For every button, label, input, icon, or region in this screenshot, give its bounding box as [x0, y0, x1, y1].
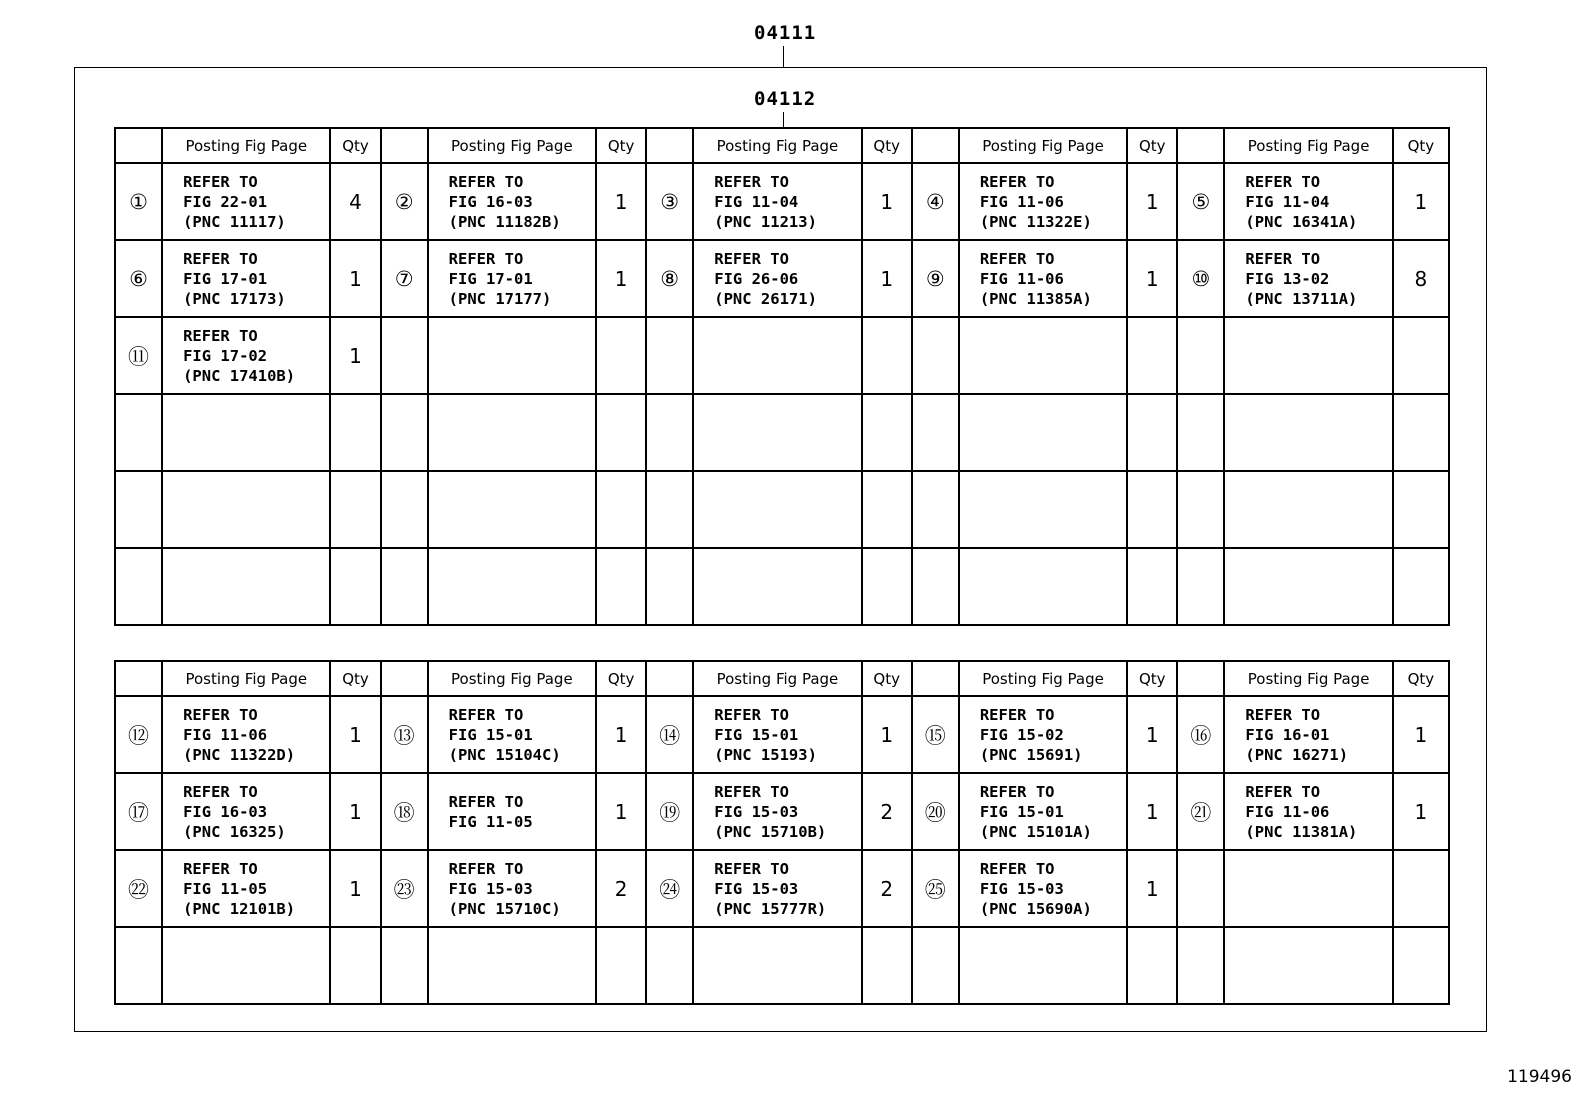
posting-reference — [428, 317, 596, 394]
header-cell-qty: Qty — [862, 661, 912, 696]
quantity — [330, 394, 380, 471]
item-number — [646, 394, 693, 471]
quantity: 1 — [862, 163, 912, 240]
quantity — [1127, 548, 1177, 625]
reference-line: FIG 15-02 — [979, 725, 1064, 744]
reference-line: REFER TO — [1245, 249, 1321, 268]
quantity — [862, 471, 912, 548]
reference-line: REFER TO — [448, 859, 524, 878]
quantity — [330, 548, 380, 625]
quantity: 1 — [596, 696, 646, 773]
reference-line: (PNC 15777R) — [714, 899, 827, 918]
header-cell-qty: Qty — [596, 661, 646, 696]
quantity — [1393, 317, 1449, 394]
table-row — [115, 548, 1449, 625]
header-cell-number — [1177, 128, 1224, 163]
posting-reference — [693, 163, 861, 240]
item-number — [912, 548, 959, 625]
item-number: ⑨ — [912, 240, 959, 317]
posting-reference — [693, 773, 861, 850]
table-row — [115, 773, 1449, 850]
reference-line: FIG 17-01 — [448, 269, 533, 288]
reference-line: FIG 11-04 — [1245, 192, 1330, 211]
quantity: 2 — [862, 850, 912, 927]
parts-reference-table-1 — [114, 127, 1450, 626]
header-row — [115, 128, 1449, 163]
posting-reference — [959, 696, 1127, 773]
item-number — [1177, 850, 1224, 927]
item-number — [646, 548, 693, 625]
item-number — [381, 394, 428, 471]
posting-reference — [1224, 548, 1392, 625]
item-number — [381, 471, 428, 548]
quantity: 1 — [330, 317, 380, 394]
header-cell-posting: Posting Fig Page — [693, 661, 861, 696]
posting-reference — [1224, 773, 1392, 850]
reference-line: FIG 15-03 — [448, 879, 533, 898]
posting-reference — [428, 394, 596, 471]
item-number: ⑱ — [381, 773, 428, 850]
reference-line: FIG 26-06 — [714, 269, 799, 288]
posting-reference — [959, 240, 1127, 317]
reference-line: (PNC 15193) — [714, 745, 817, 764]
illustration-number: 119496 — [1507, 1067, 1572, 1087]
reference-line: FIG 11-06 — [979, 192, 1064, 211]
quantity — [596, 394, 646, 471]
reference-line: REFER TO — [448, 249, 524, 268]
item-number: ⑦ — [381, 240, 428, 317]
posting-reference — [428, 850, 596, 927]
quantity — [862, 927, 912, 1004]
item-number — [381, 927, 428, 1004]
header-cell-number — [646, 128, 693, 163]
quantity — [596, 548, 646, 625]
reference-line: (PNC 13711A) — [1245, 289, 1358, 308]
posting-reference — [1224, 696, 1392, 773]
header-cell-posting: Posting Fig Page — [428, 128, 596, 163]
quantity: 1 — [862, 240, 912, 317]
reference-line: (PNC 11381A) — [1245, 822, 1358, 841]
header-cell-posting: Posting Fig Page — [1224, 128, 1392, 163]
reference-line: (PNC 11385A) — [979, 289, 1092, 308]
reference-line: FIG 11-04 — [714, 192, 799, 211]
reference-line: (PNC 16341A) — [1245, 212, 1358, 231]
posting-reference — [1224, 927, 1392, 1004]
reference-line: FIG 15-01 — [448, 725, 533, 744]
posting-reference — [162, 548, 330, 625]
posting-reference — [959, 773, 1127, 850]
table-row — [115, 471, 1449, 548]
reference-line: REFER TO — [1245, 705, 1321, 724]
posting-reference — [428, 927, 596, 1004]
quantity — [596, 471, 646, 548]
reference-line: REFER TO — [714, 249, 789, 268]
posting-reference — [428, 773, 596, 850]
posting-reference — [162, 773, 330, 850]
posting-reference — [959, 317, 1127, 394]
quantity: 1 — [330, 850, 380, 927]
reference-line: (PNC 15101A) — [979, 822, 1092, 841]
reference-line: (PNC 15710B) — [714, 822, 827, 841]
posting-reference — [1224, 317, 1392, 394]
reference-line: (PNC 15104C) — [448, 745, 561, 764]
table-row — [115, 317, 1449, 394]
reference-line: REFER TO — [448, 792, 524, 811]
item-number — [912, 317, 959, 394]
quantity — [1393, 471, 1449, 548]
posting-reference — [428, 548, 596, 625]
quantity: 1 — [862, 696, 912, 773]
item-number: ⑥ — [115, 240, 162, 317]
quantity: 1 — [330, 696, 380, 773]
item-number: ⑮ — [912, 696, 959, 773]
table-row — [115, 850, 1449, 927]
item-number — [115, 927, 162, 1004]
header-cell-qty: Qty — [330, 128, 380, 163]
quantity: 1 — [1127, 696, 1177, 773]
item-number: ③ — [646, 163, 693, 240]
reference-line: REFER TO — [183, 859, 258, 878]
reference-line: REFER TO — [448, 172, 524, 191]
posting-reference — [428, 696, 596, 773]
reference-line: FIG 15-03 — [714, 802, 799, 821]
reference-line: REFER TO — [183, 326, 258, 345]
header-cell-posting: Posting Fig Page — [1224, 661, 1392, 696]
quantity — [1127, 471, 1177, 548]
posting-reference — [693, 471, 861, 548]
posting-reference — [162, 696, 330, 773]
reference-line: FIG 22-01 — [183, 192, 268, 211]
reference-line: REFER TO — [979, 705, 1055, 724]
table-row — [115, 163, 1449, 240]
quantity — [596, 317, 646, 394]
item-number: ⑭ — [646, 696, 693, 773]
reference-line: REFER TO — [183, 249, 258, 268]
item-number — [912, 394, 959, 471]
reference-line: (PNC 17177) — [448, 289, 552, 308]
item-number — [115, 548, 162, 625]
header-cell-number — [912, 661, 959, 696]
item-number — [1177, 471, 1224, 548]
quantity — [1127, 317, 1177, 394]
posting-reference — [162, 394, 330, 471]
posting-reference — [162, 850, 330, 927]
reference-line: REFER TO — [714, 859, 789, 878]
reference-line: REFER TO — [183, 705, 258, 724]
item-number — [646, 317, 693, 394]
quantity — [1393, 394, 1449, 471]
quantity — [862, 548, 912, 625]
reference-line: (PNC 11322D) — [183, 745, 296, 764]
reference-line: (PNC 17410B) — [183, 366, 296, 385]
reference-line: (PNC 26171) — [714, 289, 817, 308]
header-row — [115, 661, 1449, 696]
reference-line: REFER TO — [714, 172, 789, 191]
posting-reference — [693, 317, 861, 394]
header-cell-qty: Qty — [862, 128, 912, 163]
parts-reference-table-2 — [114, 660, 1450, 1005]
reference-line: REFER TO — [1245, 172, 1321, 191]
assembly-label-inner: 04112 — [754, 88, 817, 110]
posting-reference — [693, 927, 861, 1004]
reference-line: FIG 11-05 — [448, 812, 533, 831]
item-number — [115, 394, 162, 471]
quantity: 2 — [596, 850, 646, 927]
reference-line: REFER TO — [183, 782, 258, 801]
item-number: ㉕ — [912, 850, 959, 927]
header-cell-qty: Qty — [1127, 128, 1177, 163]
quantity: 1 — [1127, 850, 1177, 927]
reference-line: (PNC 16271) — [1245, 745, 1349, 764]
item-number: ㉒ — [115, 850, 162, 927]
reference-line: FIG 11-06 — [183, 725, 268, 744]
quantity: 1 — [330, 773, 380, 850]
reference-line: FIG 11-06 — [1245, 802, 1330, 821]
table-row — [115, 394, 1449, 471]
quantity — [1393, 548, 1449, 625]
header-cell-number — [115, 661, 162, 696]
item-number — [912, 471, 959, 548]
posting-reference — [162, 240, 330, 317]
reference-line: (PNC 11213) — [714, 212, 817, 231]
reference-line: FIG 17-01 — [183, 269, 268, 288]
quantity: 1 — [330, 240, 380, 317]
reference-line: REFER TO — [979, 172, 1055, 191]
header-cell-number — [912, 128, 959, 163]
item-number — [1177, 317, 1224, 394]
posting-reference — [1224, 394, 1392, 471]
header-cell-number — [115, 128, 162, 163]
reference-line: (PNC 11117) — [183, 212, 286, 231]
posting-reference — [693, 548, 861, 625]
assembly-label-outer: 04111 — [754, 22, 817, 44]
reference-line: (PNC 15710C) — [448, 899, 561, 918]
quantity: 1 — [1127, 773, 1177, 850]
quantity — [1393, 850, 1449, 927]
reference-line: (PNC 12101B) — [183, 899, 296, 918]
header-cell-qty: Qty — [1393, 128, 1449, 163]
reference-line: FIG 11-05 — [183, 879, 268, 898]
posting-reference — [693, 696, 861, 773]
item-number — [1177, 394, 1224, 471]
reference-line: FIG 15-03 — [979, 879, 1064, 898]
item-number — [912, 927, 959, 1004]
reference-line: REFER TO — [183, 172, 258, 191]
quantity: 1 — [1127, 240, 1177, 317]
reference-line: FIG 16-03 — [183, 802, 268, 821]
quantity: 2 — [862, 773, 912, 850]
header-cell-number — [646, 661, 693, 696]
posting-reference — [162, 317, 330, 394]
item-number: ② — [381, 163, 428, 240]
item-number: ⑲ — [646, 773, 693, 850]
posting-reference — [959, 850, 1127, 927]
reference-line: REFER TO — [979, 859, 1055, 878]
reference-line: FIG 16-03 — [448, 192, 533, 211]
item-number: ㉑ — [1177, 773, 1224, 850]
item-number — [381, 548, 428, 625]
reference-line: REFER TO — [1245, 782, 1321, 801]
posting-reference — [162, 927, 330, 1004]
quantity: 1 — [596, 163, 646, 240]
quantity — [1127, 927, 1177, 1004]
header-cell-qty: Qty — [596, 128, 646, 163]
reference-line: REFER TO — [714, 782, 789, 801]
quantity: 1 — [596, 773, 646, 850]
posting-reference — [1224, 240, 1392, 317]
item-number: ⑧ — [646, 240, 693, 317]
quantity: 1 — [1127, 163, 1177, 240]
posting-reference — [959, 471, 1127, 548]
posting-reference — [959, 394, 1127, 471]
leader-line-inner — [783, 112, 784, 127]
quantity: 1 — [1393, 696, 1449, 773]
reference-line: FIG 15-03 — [714, 879, 799, 898]
item-number: ⑫ — [115, 696, 162, 773]
header-cell-number — [381, 661, 428, 696]
reference-line: FIG 11-06 — [979, 269, 1064, 288]
header-cell-number — [1177, 661, 1224, 696]
reference-line: FIG 13-02 — [1245, 269, 1330, 288]
item-number: ⑰ — [115, 773, 162, 850]
item-number — [115, 471, 162, 548]
quantity: 1 — [1393, 163, 1449, 240]
posting-reference — [959, 927, 1127, 1004]
item-number: ⑯ — [1177, 696, 1224, 773]
item-number: ⑪ — [115, 317, 162, 394]
table-row — [115, 927, 1449, 1004]
reference-line: (PNC 15690A) — [979, 899, 1092, 918]
reference-line: REFER TO — [448, 705, 524, 724]
reference-line: (PNC 11182B) — [448, 212, 561, 231]
reference-line: (PNC 17173) — [183, 289, 286, 308]
quantity: 8 — [1393, 240, 1449, 317]
item-number — [646, 471, 693, 548]
item-number: ㉔ — [646, 850, 693, 927]
header-cell-posting: Posting Fig Page — [162, 661, 330, 696]
header-cell-posting: Posting Fig Page — [162, 128, 330, 163]
quantity: 4 — [330, 163, 380, 240]
posting-reference — [693, 850, 861, 927]
posting-reference — [428, 240, 596, 317]
posting-reference — [959, 163, 1127, 240]
quantity — [330, 471, 380, 548]
posting-reference — [162, 163, 330, 240]
reference-line: (PNC 16325) — [183, 822, 286, 841]
header-cell-posting: Posting Fig Page — [693, 128, 861, 163]
reference-line: FIG 15-01 — [714, 725, 799, 744]
posting-reference — [162, 471, 330, 548]
table-row — [115, 696, 1449, 773]
quantity: 1 — [596, 240, 646, 317]
header-cell-posting: Posting Fig Page — [959, 661, 1127, 696]
reference-line: FIG 15-01 — [979, 802, 1064, 821]
reference-line: (PNC 15691) — [979, 745, 1083, 764]
reference-line: REFER TO — [979, 782, 1055, 801]
header-cell-qty: Qty — [1393, 661, 1449, 696]
item-number — [646, 927, 693, 1004]
header-cell-number — [381, 128, 428, 163]
posting-reference — [428, 163, 596, 240]
quantity — [1393, 927, 1449, 1004]
quantity — [1127, 394, 1177, 471]
posting-reference — [693, 394, 861, 471]
item-number — [1177, 548, 1224, 625]
leader-line-outer — [783, 46, 784, 67]
item-number: ⑬ — [381, 696, 428, 773]
item-number: ④ — [912, 163, 959, 240]
reference-line: FIG 16-01 — [1245, 725, 1330, 744]
item-number: ⑩ — [1177, 240, 1224, 317]
reference-line: (PNC 11322E) — [979, 212, 1092, 231]
item-number: ㉓ — [381, 850, 428, 927]
posting-reference — [959, 548, 1127, 625]
item-number: ⑳ — [912, 773, 959, 850]
item-number: ① — [115, 163, 162, 240]
posting-reference — [1224, 163, 1392, 240]
reference-line: REFER TO — [714, 705, 789, 724]
posting-reference — [1224, 850, 1392, 927]
quantity — [862, 394, 912, 471]
item-number: ⑤ — [1177, 163, 1224, 240]
posting-reference — [428, 471, 596, 548]
table-row — [115, 240, 1449, 317]
header-cell-posting: Posting Fig Page — [959, 128, 1127, 163]
quantity — [596, 927, 646, 1004]
quantity — [862, 317, 912, 394]
header-cell-posting: Posting Fig Page — [428, 661, 596, 696]
reference-line: REFER TO — [979, 249, 1055, 268]
reference-line: FIG 17-02 — [183, 346, 268, 365]
quantity: 1 — [1393, 773, 1449, 850]
quantity — [330, 927, 380, 1004]
posting-reference — [1224, 471, 1392, 548]
header-cell-qty: Qty — [330, 661, 380, 696]
item-number — [1177, 927, 1224, 1004]
item-number — [381, 317, 428, 394]
posting-reference — [693, 240, 861, 317]
header-cell-qty: Qty — [1127, 661, 1177, 696]
